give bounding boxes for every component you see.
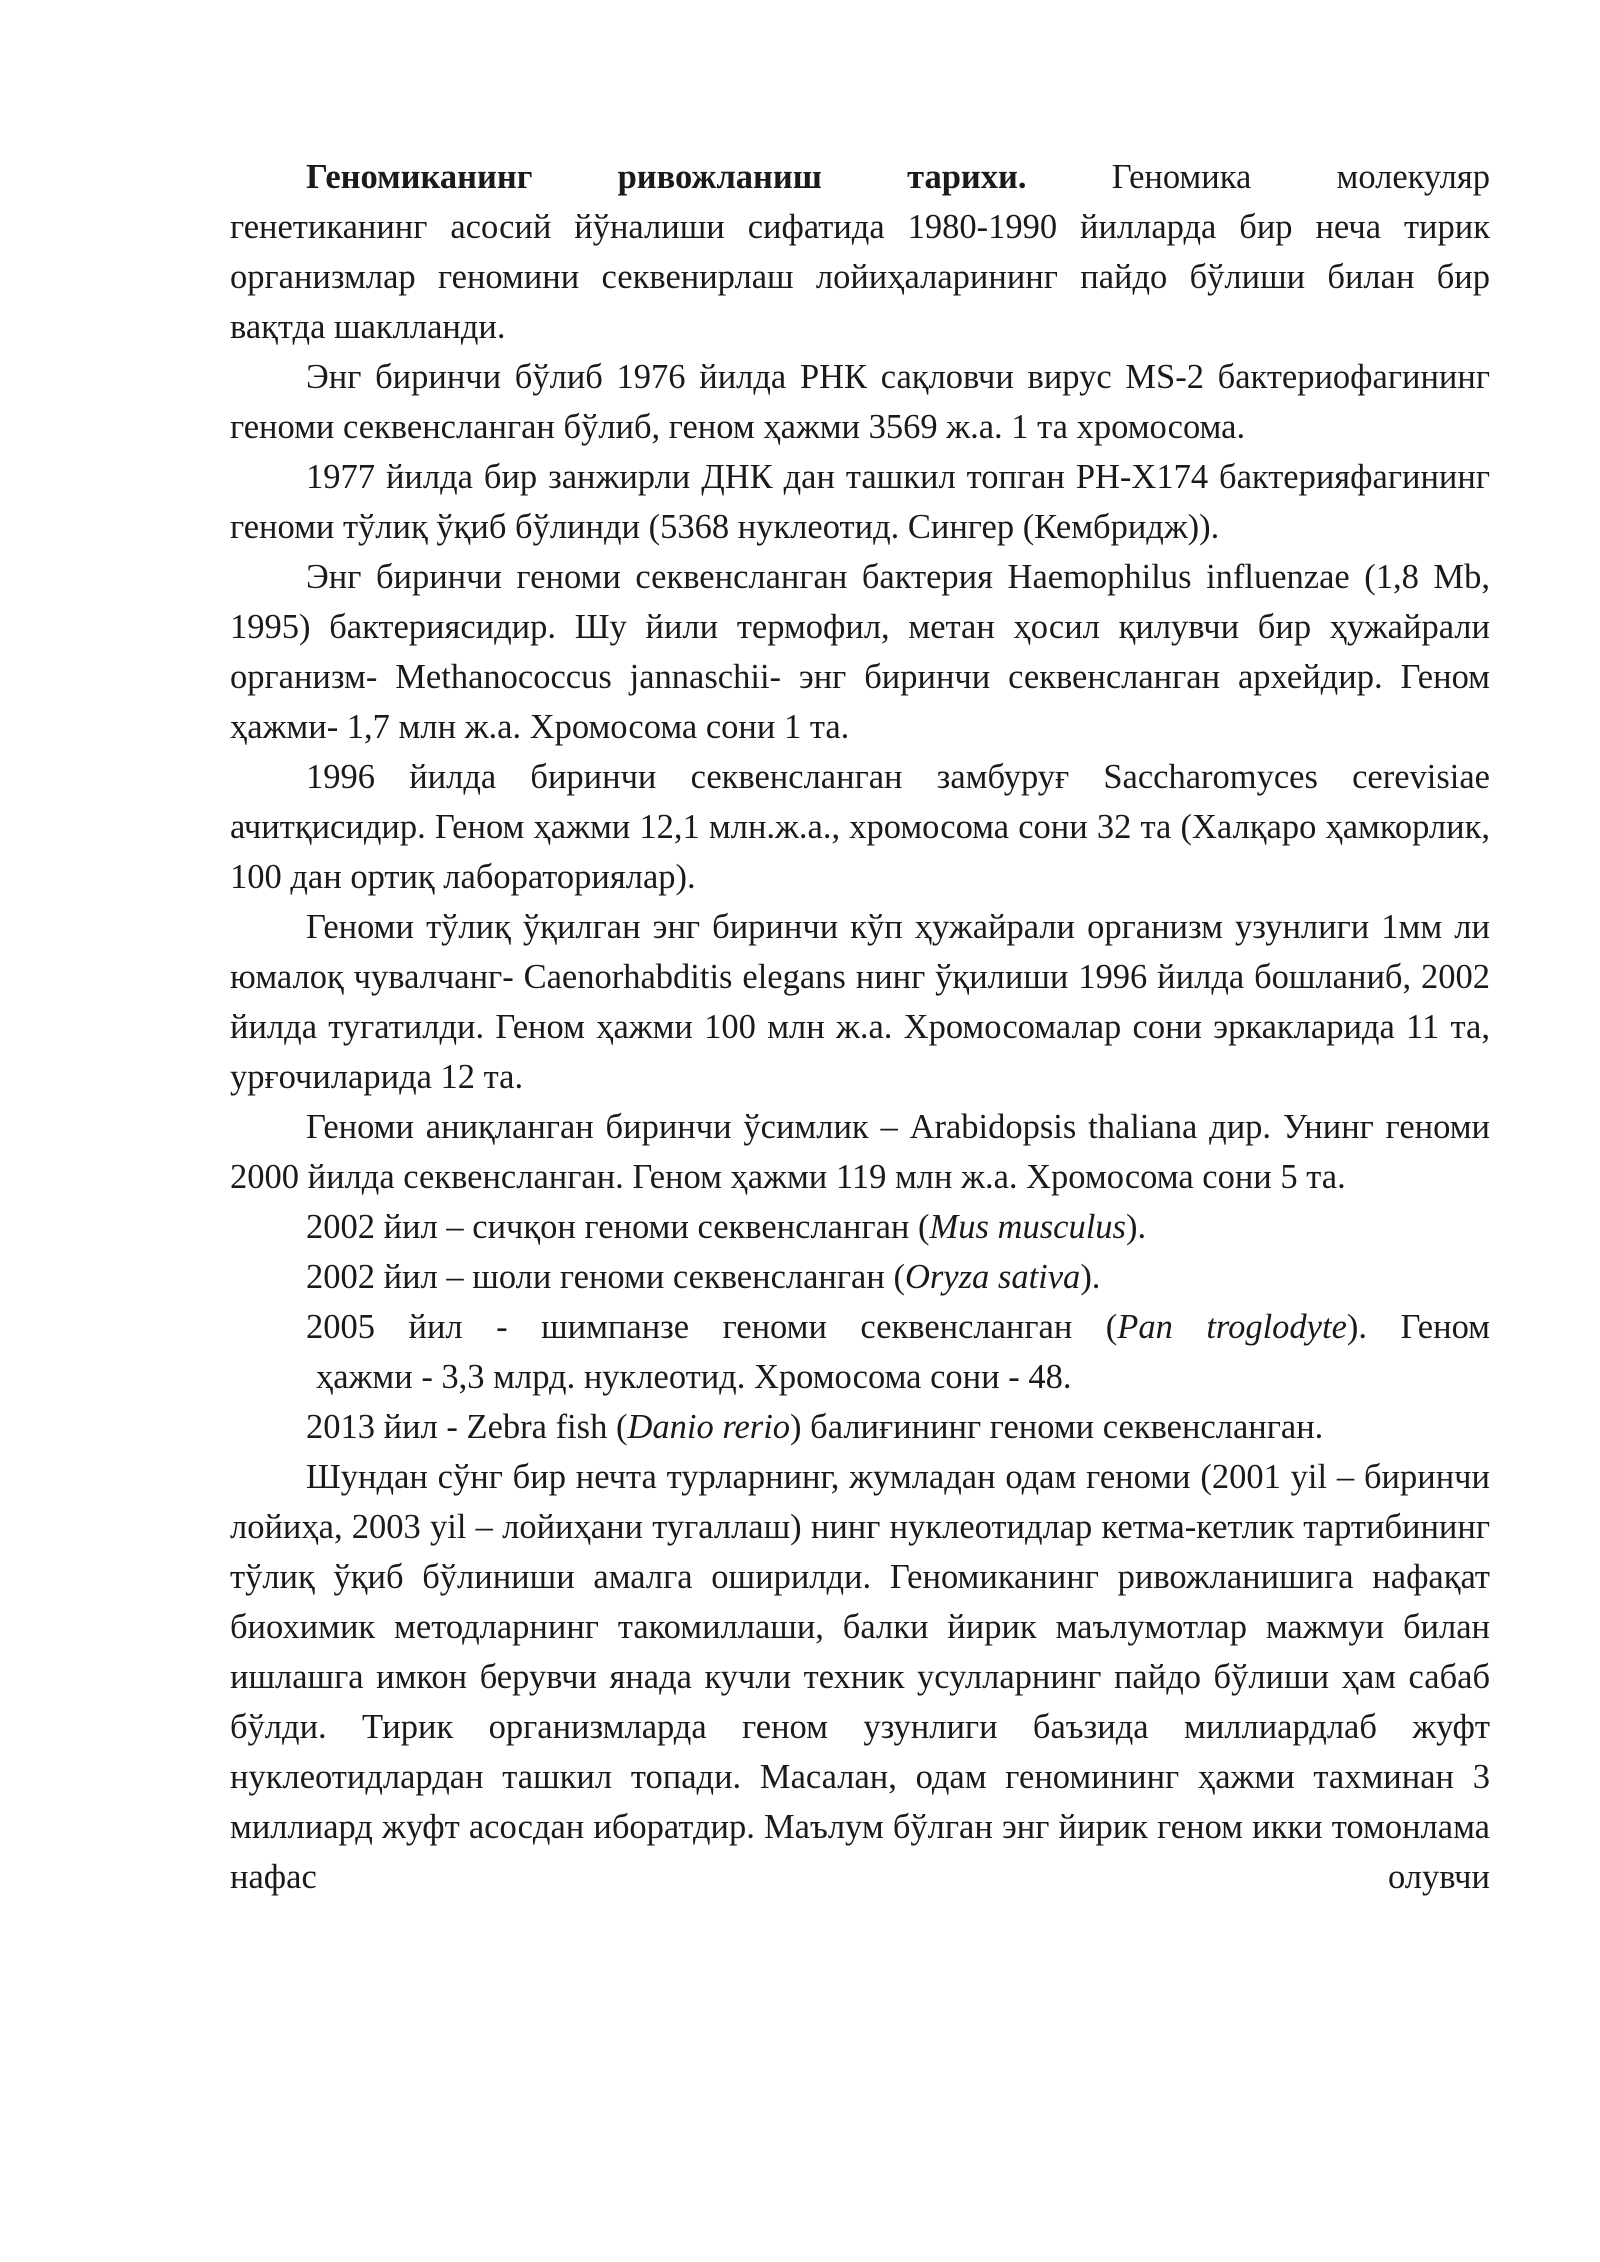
paragraph-rice xyxy=(230,1252,1490,1302)
paragraph-word: молекуляр xyxy=(1336,158,1490,196)
text-run: 2002 йил – шоли геноми секвенсланган ( xyxy=(306,1258,905,1296)
text-run: ). xyxy=(1080,1258,1101,1296)
text-run: ) балиғининг геноми секвенсланган. xyxy=(790,1408,1324,1446)
text-run: 2013 йил - Zebra fish ( xyxy=(306,1408,628,1446)
text-run: 2002 йил – сичқон геноми секвенсланган ( xyxy=(306,1208,930,1246)
paragraph-ms2: Энг биринчи бўлиб 1976 йилда РНК сақловчи вирус MS-2 бактериофагининг геноми секвенсланган бўлиб, геном ҳажми 3569 ж.а. 1 та хромосома. xyxy=(230,358,1490,446)
paragraph-word: Геномика xyxy=(1111,158,1252,196)
species-name: Pan troglodyte xyxy=(1117,1308,1347,1346)
paragraph-arabidopsis: Геноми аниқланган биринчи ўсимлик – Arabidopsis thaliana дир. Унинг геноми 2000 йилда секвенсланган. Геном ҳажми 119 млн ж.а. Хромосома сони 5 та. xyxy=(230,1108,1490,1196)
paragraph-text: генетиканинг асосий йўналиши сифатида 1980-1990 йилларда бир неча тирик организмлар геномини секвенирлаш лойиҳаларининг пайдо бўлиши билан бир вақтда шаклланди. xyxy=(230,208,1490,346)
document-page xyxy=(230,152,1490,1902)
section-heading-word: ривожланиш xyxy=(617,158,822,196)
paragraph-chimpanzee xyxy=(230,1302,1490,1352)
paragraph-saccharomyces: 1996 йилда биринчи секвенсланган замбуруғ Saccharomyces cerevisiae ачитқисидир. Геном ҳажми 12,1 млн.ж.а., хромосома сони 32 та (Халқаро ҳамкорлик, 100 дан ортиқ лабораториялар). xyxy=(230,758,1490,896)
paragraph-mouse xyxy=(230,1202,1490,1252)
text-run: ). Геном xyxy=(1346,1308,1491,1346)
text-run: ). xyxy=(1125,1208,1147,1246)
first-line xyxy=(230,152,1490,202)
paragraph-chimpanzee-continued xyxy=(230,1352,1490,1402)
species-name: Danio rerio xyxy=(627,1408,791,1446)
species-name: Oryza sativa xyxy=(904,1258,1081,1296)
paragraph-history-intro xyxy=(230,152,1490,352)
species-name: Mus musculus xyxy=(929,1208,1126,1246)
paragraph-haemophilus: Энг биринчи геноми секвенсланган бактерия Haemophilus influenzae (1,8 Mb, 1995) бактериясидир. Шу йили термофил, метан ҳосил қилувчи бир ҳужайрали организм- Methanococcus jannaschii- энг биринчи секвенсланган архейдир. Геном ҳажми- 1,7 млн ж.а. Хромосома сони 1 та. xyxy=(230,558,1490,746)
section-heading-word: Геномиканинг xyxy=(306,158,533,196)
text-run: ҳажми - 3,3 млрд. нуклеотид. Хромосома сони - 48. xyxy=(316,1358,1072,1396)
paragraph-caenorhabditis: Геноми тўлиқ ўқилган энг биринчи кўп ҳужайрали организм узунлиги 1мм ли юмалоқ чувалчанг- Caenorhabditis elegans нинг ўқилиши 1996 йилда бошланиб, 2002 йилда тугатилди. Геном ҳажми 100 млн ж.а. Хромосомалар сони эркакларида 11 та, урғочиларида 12 та. xyxy=(230,908,1490,1096)
paragraph-human-genome: Шундан сўнг бир нечта турларнинг, жумладан одам геноми (2001 yil – биринчи лойиҳа, 2003 yil – лойиҳани тугаллаш) нинг нуклеотидлар кетма-кетлик тартибининг тўлиқ ўқиб бўлиниши амалга оширилди. Геномиканинг ривожланишига нафақат биохимик методларнинг такомиллаши, балки йирик маълумотлар мажмуи билан ишлашга имкон берувчи янада кучли техник усулларнинг пайдо бўлиши ҳам сабаб бўлди. Тирик организмларда геном узунлиги баъзида миллиардлаб жуфт нуклеотидлардан ташкил топади. Масалан, одам геномининг ҳажми тахминан 3 миллиард жуфт асосдан иборатдир. Маълум бўлган энг йирик геном икки томонлама нафас олувчи xyxy=(230,1458,1490,1896)
paragraph-phx174: 1977 йилда бир занжирли ДНК дан ташкил топган PH-X174 бактерияфагининг геноми тўлиқ ўқиб бўлинди (5368 нуклеотид. Сингер (Кембридж)). xyxy=(230,458,1490,546)
section-heading-word: тарихи. xyxy=(907,158,1027,196)
text-run: 2005 йил - шимпанзе геноми секвенсланган ( xyxy=(306,1308,1118,1346)
paragraph-zebrafish xyxy=(230,1402,1490,1452)
